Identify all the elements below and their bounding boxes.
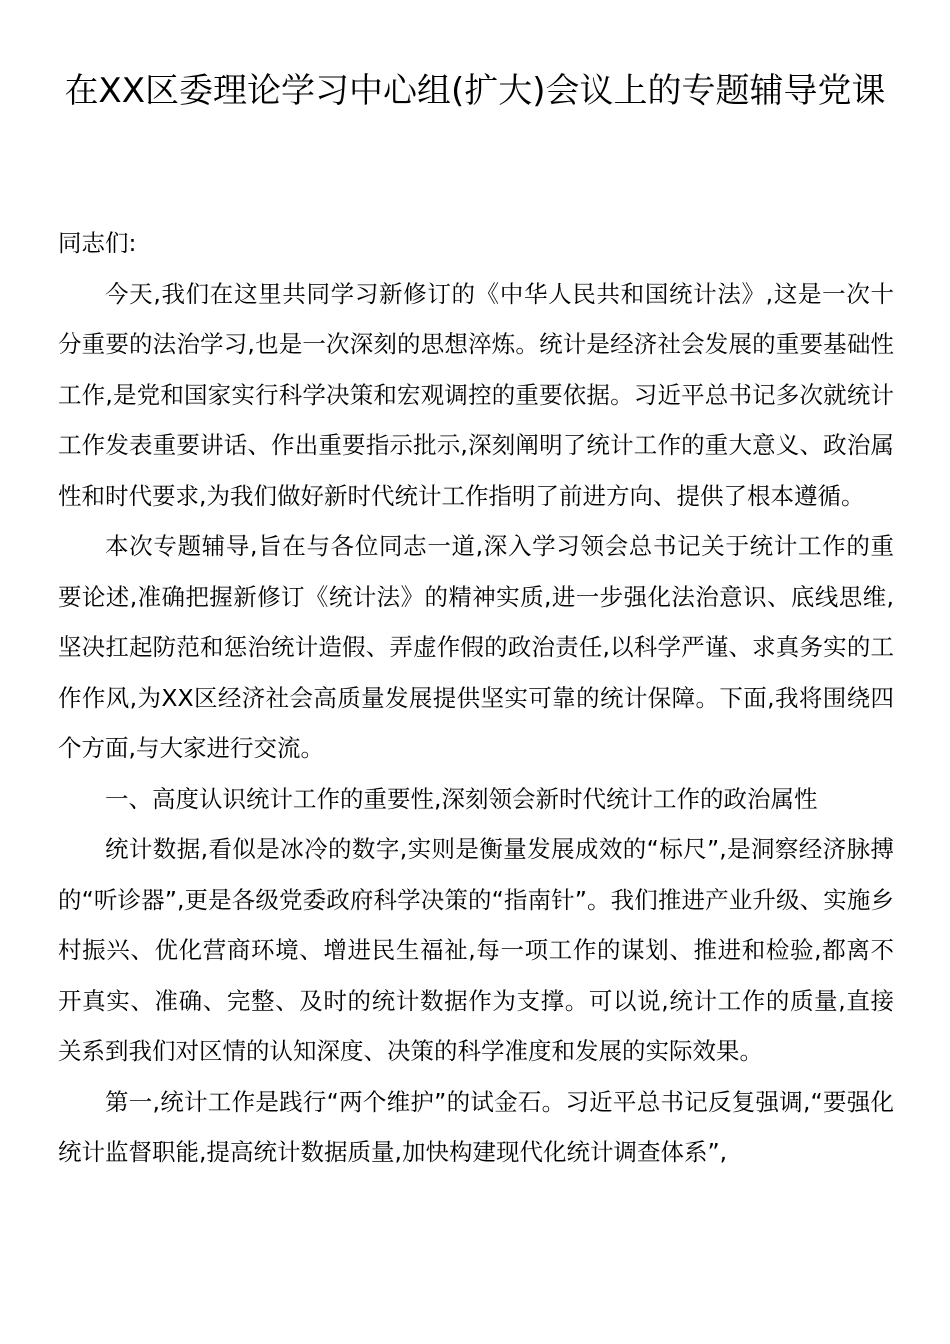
section-heading: 一、高度认识统计工作的重要性,深刻领会新时代统计工作的政治属性 bbox=[105, 784, 818, 813]
body-paragraph: 统计数据,看似是冰冷的数字,实则是衡量发展成效的“标尺”,是洞察经济脉搏的“听诊器”,更是各级党委政府科学决策的“指南针”。我们推进产业升级、实施乡村振兴、优化营商环境、增进民生福祉,每一项工作的谋划、推进和检验,都离不开真实、准确、完整、及时的统计数据作为支撑。可以说,统计工作的质量,直接关系到我们对区情的认知深度、决策的科学准度和发展的实际效果。 bbox=[58, 835, 894, 1065]
body-paragraph: 第一,统计工作是践行“两个维护”的试金石。习近平总书记反复强调,“要强化统计监督职能,提高统计数据质量,加快构建现代化统计调查体系”, bbox=[58, 1087, 894, 1166]
document-title: 在XX区委理论学习中心组(扩大)会议上的专题辅导党课 bbox=[64, 71, 886, 111]
salutation: 同志们: bbox=[58, 229, 137, 257]
body-paragraph: 今天,我们在这里共同学习新修订的《中华人民共和国统计法》,这是一次十分重要的法治学习,也是一次深刻的思想淬炼。统计是经济社会发展的重要基础性工作,是党和国家实行科学决策和宏观调控的重要依据。习近平总书记多次就统计工作发表重要讲话、作出重要指示批示,深刻阐明了统计工作的重大意义、政治属性和时代要求,为我们做好新时代统计工作指明了前进方向、提供了根本遵循。 bbox=[58, 279, 894, 510]
document-body bbox=[58, 218, 894, 1178]
body-paragraph: 本次专题辅导,旨在与各位同志一道,深入学习领会总书记关于统计工作的重要论述,准确把握新修订《统计法》的精神实质,进一步强化法治意识、底线思维,坚决扛起防范和惩治统计造假、弄虚作假的政治责任,以科学严谨、求真务实的工作作风,为XX区经济社会高质量发展提供坚实可靠的统计保障。下面,我将围绕四个方面,与大家进行交流。 bbox=[58, 532, 894, 762]
